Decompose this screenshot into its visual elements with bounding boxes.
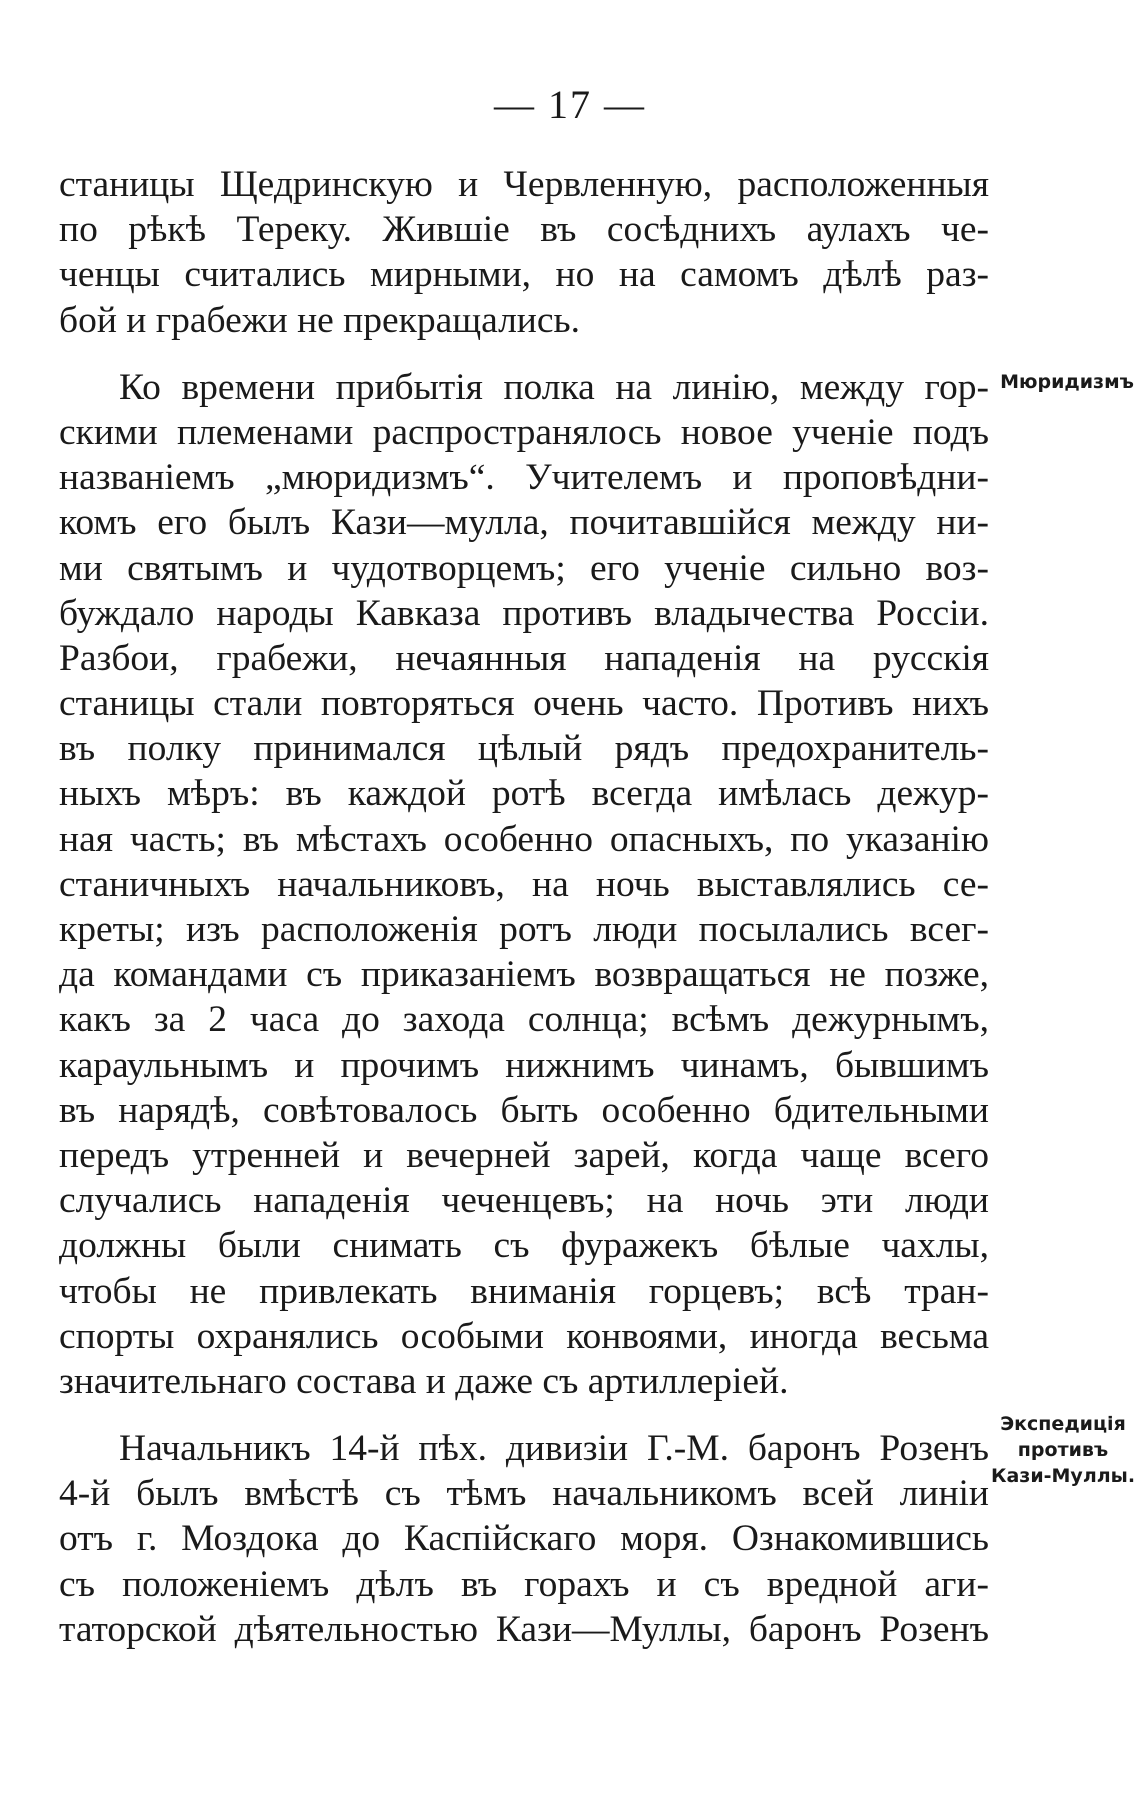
text-line: да командами съ приказаніемъ возвращаться не позже,	[59, 954, 989, 996]
paragraph-3	[59, 1426, 989, 1652]
text-line: караульнымъ и прочимъ нижнимъ чинамъ, бывшимъ	[59, 1044, 989, 1086]
text-line: ченцы считались мирными, но на самомъ дѣлѣ раз-	[59, 254, 989, 296]
text-line: спорты охранялись особыми конвоями, иногда весьма	[59, 1315, 989, 1357]
text-line: креты; изъ расположенія ротъ люди посылались всег-	[59, 909, 989, 950]
text-line: чтобы не привлекать вниманія горцевъ; всѣ тран-	[59, 1270, 989, 1312]
text-line: ныхъ мѣръ: въ каждой ротѣ всегда имѣлась дежур-	[59, 773, 989, 815]
text-line: названіемъ „мюридизмъ“. Учителемъ и проповѣдни-	[59, 457, 989, 499]
text-line: 4-й былъ вмѣстѣ съ тѣмъ начальникомъ всей линіи	[59, 1473, 989, 1515]
text-line: комъ его былъ Кази—мулла, почитавшійся между ни-	[59, 502, 989, 544]
text-line: скими племенами распространялось новое ученіе подъ	[59, 411, 989, 453]
body-text	[59, 162, 989, 1652]
margin-note-line: Экспедиція	[1000, 1413, 1126, 1435]
page-number: — 17 —	[494, 82, 646, 127]
text-line: какъ за 2 часа до захода солнца; всѣмъ дежурнымъ,	[59, 999, 989, 1041]
text-line: Ко времени прибытія полка на линію, между гор-	[119, 366, 989, 408]
text-line: ная часть; въ мѣстахъ особенно опасныхъ, по указанію	[59, 818, 989, 860]
text-line: бой и грабежи не прекращались.	[59, 299, 580, 341]
text-line: Начальникъ 14-й пѣх. дивизіи Г.-М. баронъ Розенъ	[119, 1428, 989, 1470]
text-line: передъ утренней и вечерней зарей, когда чаще всего	[59, 1134, 989, 1176]
text-line: съ положеніемъ дѣлъ въ горахъ и съ вредной аги-	[59, 1563, 989, 1605]
text-line: въ полку принимался цѣлый рядъ предохранитель-	[59, 728, 989, 770]
margin-note-muridism	[999, 369, 1135, 395]
text-line: отъ г. Моздока до Каспійскаго моря. Ознакомившись	[59, 1518, 989, 1560]
margin-note-line: Мюридизмъ	[1000, 371, 1134, 393]
paragraph-2	[59, 365, 989, 1404]
text-line: въ нарядѣ, совѣтовалось быть особенно бдительными	[59, 1089, 989, 1131]
text-line: станицы Щедринскую и Червленную, расположенныя	[59, 164, 989, 205]
text-line: станицы стали повторяться очень часто. Противъ нихъ	[59, 683, 989, 725]
text-line: станичныхъ начальниковъ, на ночь выставлялись се-	[59, 863, 989, 905]
text-line: должны были снимать съ фуражекъ бѣлые чахлы,	[59, 1225, 989, 1267]
margin-note-line: противъ	[1017, 1439, 1109, 1461]
paragraph-1	[59, 162, 989, 343]
text-line: таторской дѣятельностью Кази—Муллы, баронъ Розенъ	[59, 1608, 989, 1650]
text-line: по рѣкѣ Тереку. Жившіе въ сосѣднихъ аулахъ че-	[59, 209, 989, 251]
text-line: значительнаго состава и даже съ артиллеріей.	[59, 1360, 789, 1402]
text-line: случались нападенія чеченцевъ; на ночь эти люди	[59, 1180, 989, 1222]
text-line: ми святымъ и чудотворцемъ; его ученіе сильно воз-	[59, 547, 989, 589]
paragraph-gap	[59, 1404, 989, 1426]
margin-note-expedition	[989, 1411, 1137, 1489]
text-line: Разбои, грабежи, нечаянныя нападенія на русскія	[59, 637, 989, 679]
text-line: буждало народы Кавказа противъ владычества Россіи.	[59, 592, 989, 634]
paragraph-gap	[59, 343, 989, 365]
margin-note-line: Кази-Муллы.	[990, 1465, 1136, 1487]
